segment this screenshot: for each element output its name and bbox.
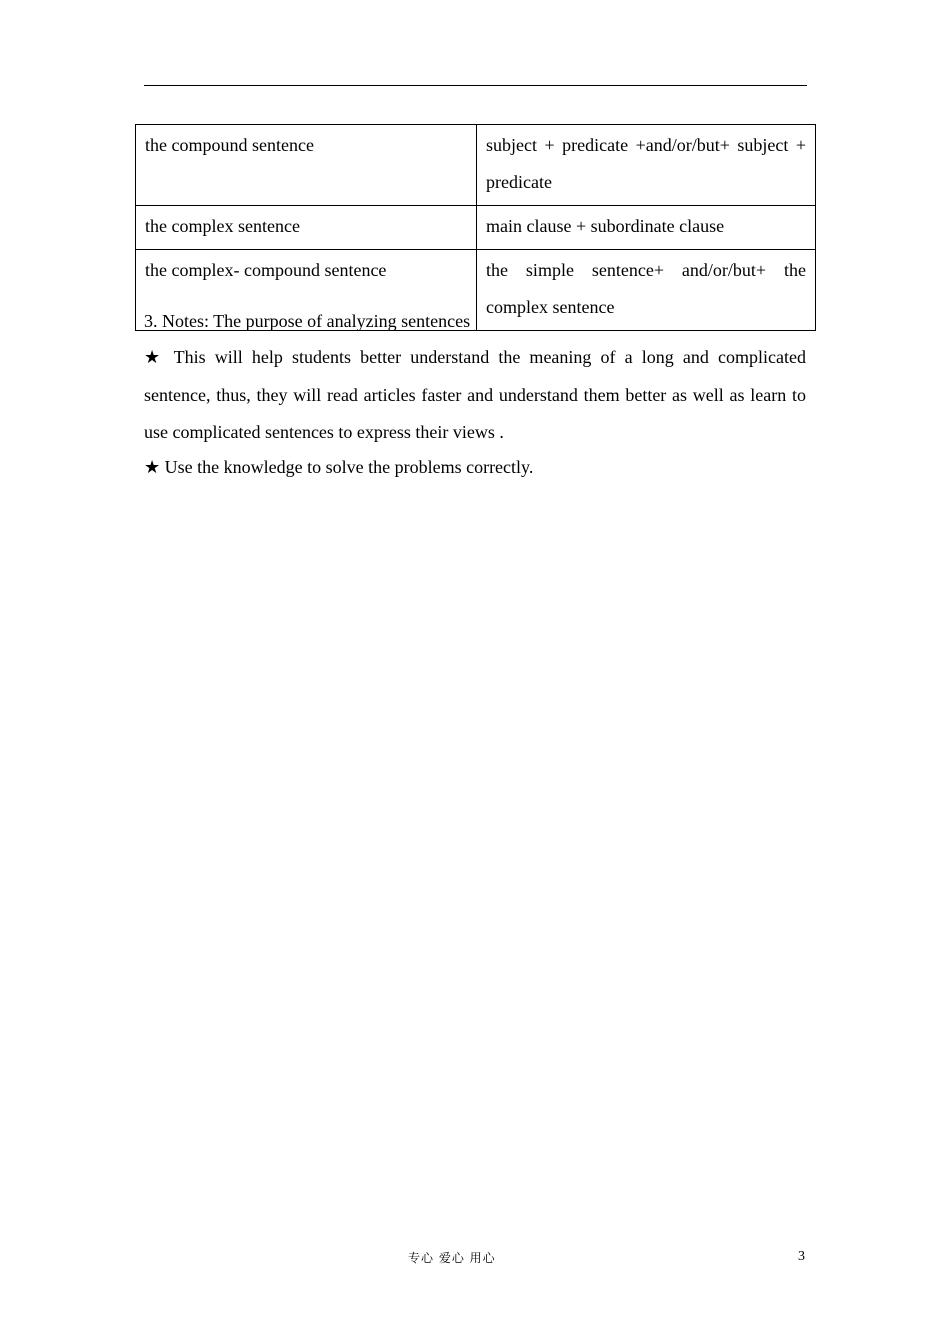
- notes-heading: 3. Notes: The purpose of analyzing sentences: [144, 311, 471, 331]
- notes-bullet-text: Use the knowledge to solve the problems correctly.: [164, 456, 534, 477]
- footer-motto: 专心 爱心 用心: [408, 1251, 496, 1265]
- sentence-structure-cell: subject + predicate +and/or/but+ subject + predicate: [477, 125, 816, 206]
- sentence-type-cell: the compound sentence: [136, 125, 477, 206]
- notes-section: [144, 308, 806, 486]
- sentence-type-cell: the complex- compound sentence: [136, 250, 477, 331]
- star-icon: ★: [144, 347, 165, 368]
- star-icon: ★: [144, 456, 161, 478]
- page-number: 3: [798, 1249, 805, 1264]
- header-rule: [144, 85, 807, 86]
- table-row: [136, 125, 816, 206]
- sentence-types-table: [135, 124, 816, 331]
- sentence-type-cell: the complex sentence: [136, 206, 477, 250]
- notes-bullet: [144, 449, 806, 487]
- sentence-structure-cell: main clause + subordinate clause: [477, 206, 816, 250]
- sentence-structure-cell: the simple sentence+ and/or/but+ the complex sentence: [477, 250, 816, 331]
- notes-bullet: [144, 339, 806, 452]
- table-row: [136, 206, 816, 250]
- notes-bullet-text: This will help students better understand the meaning of a long and complicated sentence, thus, they will read articles faster and understand them better as well as learn to use complicated sentences to express their views .: [144, 347, 806, 442]
